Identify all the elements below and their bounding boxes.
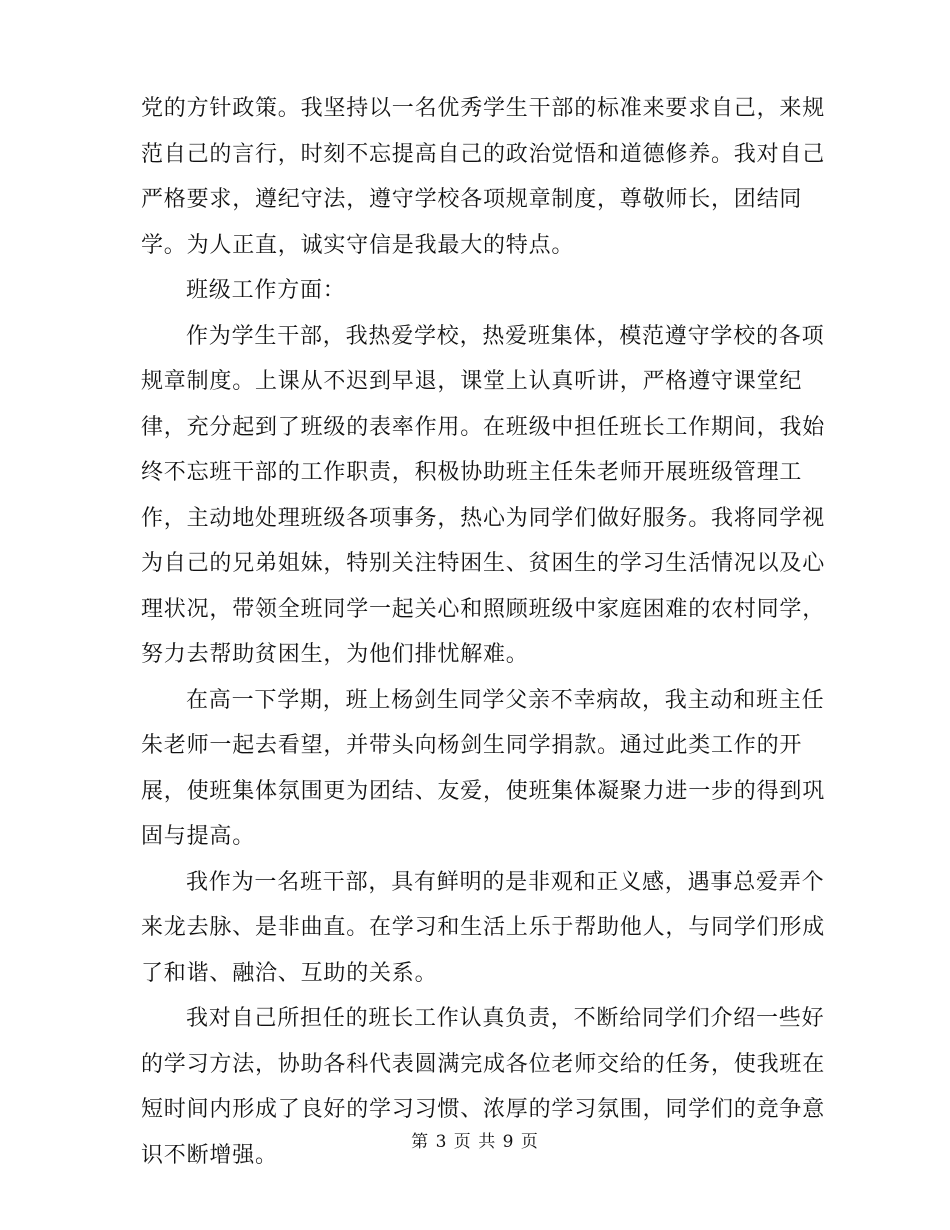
text-line-17: 固与提高。 (141, 824, 256, 849)
text-line-1: 党的方针政策。我坚持以一名优秀学生干部的标准来要求自己，来规 (141, 96, 826, 121)
text-line-16: 展，使班集体氛围更为团结、友爱，使班集体凝聚力进一步的得到巩 (141, 778, 826, 804)
section-heading-class-work: 班级工作方面： (186, 278, 346, 303)
text-line-15: 朱老师一起去看望，并带头向杨剑生同学捐款。通过此类工作的开 (141, 733, 803, 758)
text-line-12: 理状况，带领全班同学一起关心和照顾班级中家庭困难的农村同学， (141, 596, 826, 622)
text-line-20: 了和谐、融洽、互助的关系。 (141, 960, 438, 986)
text-line-22: 的学习方法，协助各科代表圆满完成各位老师交给的任务，使我班在 (141, 1051, 826, 1077)
text-line-11: 为自己的兄弟姐妹，特别关注特困生、贫困生的学习生活情况以及心 (141, 551, 826, 576)
text-line-3: 严格要求，遵纪守法，遵守学校各项规章制度，尊敬师长，团结同 (141, 187, 803, 212)
text-line-21: 我对自己所担任的班长工作认真负责，不断给同学们介绍一些好 (186, 1006, 825, 1031)
text-line-10: 作，主动地处理班级各项事务，热心为同学们做好服务。我将同学视 (141, 505, 826, 531)
text-line-18: 我作为一名班干部，具有鲜明的是非观和正义感，遇事总爱弄个 (186, 869, 825, 895)
text-line-4: 学。为人正直，诚实守信是我最大的特点。 (141, 232, 575, 258)
text-line-6: 作为学生干部，我热爱学校，热爱班集体，模范遵守学校的各项 (186, 323, 825, 349)
text-line-7: 规章制度。上课从不迟到早退，课堂上认真听讲，严格遵守课堂纪 (141, 369, 803, 394)
document-body (141, 86, 826, 1178)
text-line-2: 范自己的言行，时刻不忘提高自己的政治觉悟和道德修养。我对自己 (141, 141, 826, 167)
text-line-19: 来龙去脉、是非曲直。在学习和生活上乐于帮助他人，与同学们形成 (141, 915, 826, 940)
text-line-14: 在高一下学期，班上杨剑生同学父亲不幸病故，我主动和班主任 (186, 687, 825, 713)
text-line-8: 律，充分起到了班级的表率作用。在班级中担任班长工作期间，我始 (141, 414, 826, 440)
text-line-13: 努力去帮助贫困生，为他们排忧解难。 (141, 642, 529, 667)
page-number-footer: 第 3 页 共 9 页 (411, 1132, 539, 1152)
text-line-24: 识不断增强。 (141, 1142, 278, 1168)
text-line-9: 终不忘班干部的工作职责，积极协助班主任朱老师开展班级管理工 (141, 460, 803, 485)
text-line-23: 短时间内形成了良好的学习习惯、浓厚的学习氛围，同学们的竞争意 (141, 1097, 826, 1122)
